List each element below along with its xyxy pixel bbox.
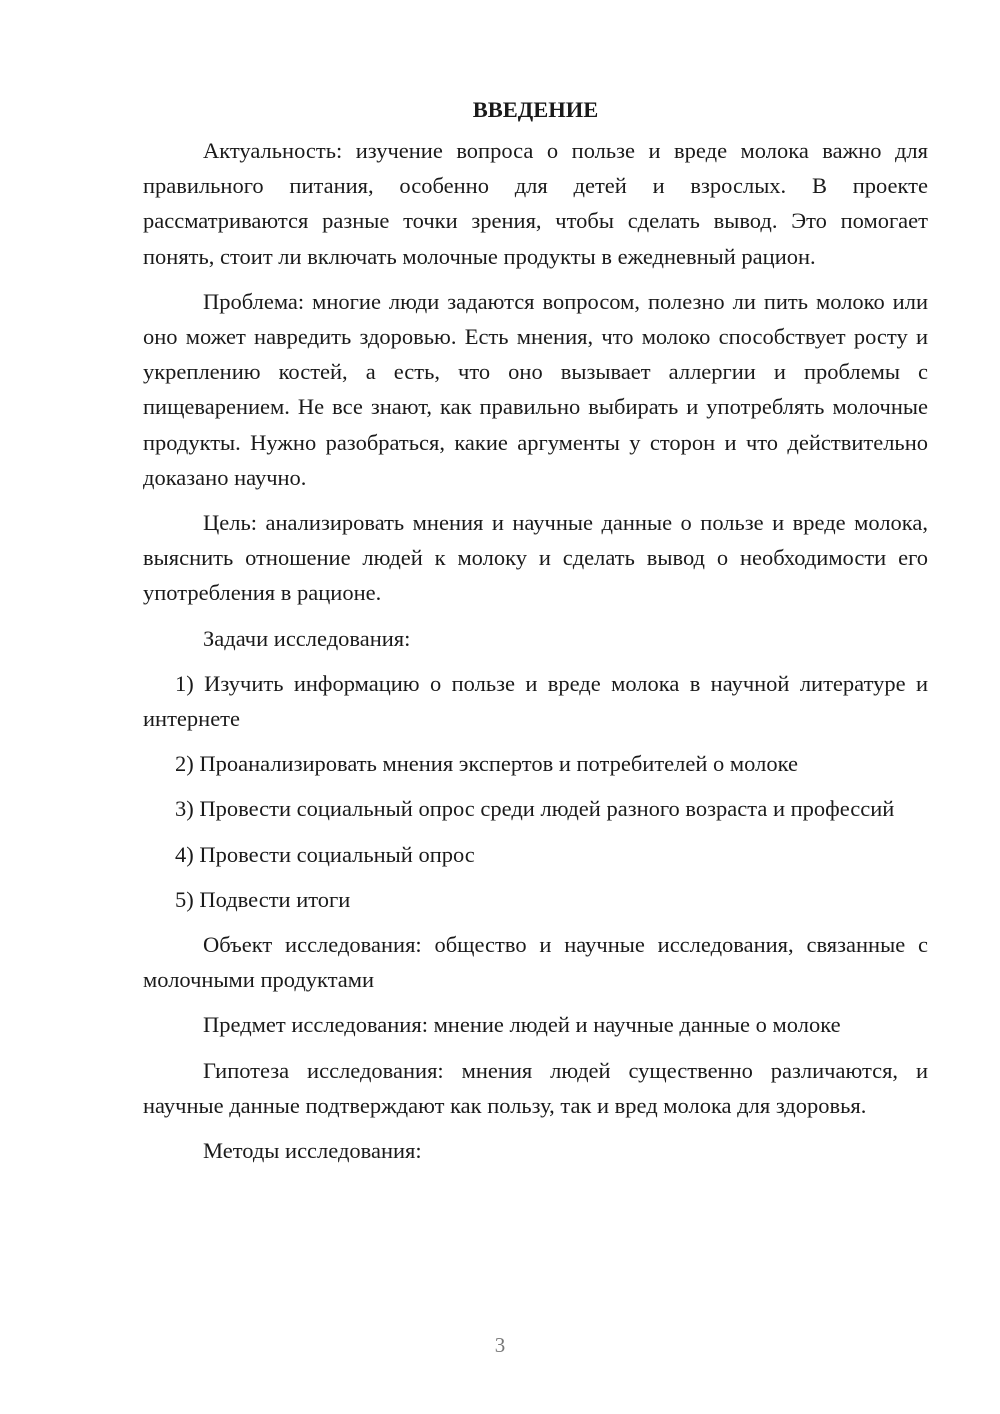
methods-heading: Методы исследования: xyxy=(203,1138,422,1164)
section-title: ВВЕДЕНИЕ xyxy=(472,97,599,122)
problem-paragraph: Проблема: многие люди задаются вопросом, полезно ли пить молоко или оно может навредить здоровью. Есть мнения, что молоко способствует росту и укреплению костей, а есть, что оно вызывает аллергии и проблемы с пищеварением. Не все знают, как правильно выбирать и употреблять молочные продукты. Нужно разобраться, какие аргументы у сторон и что действительно доказано научно. xyxy=(143,288,928,490)
document-page xyxy=(143,92,928,1178)
object-paragraph: Объект исследования: общество и научные исследования, связанные с молочными продуктами xyxy=(143,932,928,993)
tasks-heading: Задачи исследования: xyxy=(203,625,411,651)
subject-paragraph: Предмет исследования: мнение людей и научные данные о молоке xyxy=(203,1012,841,1038)
task-item: 2) Проанализировать мнения экспертов и потребителей о молоке xyxy=(175,751,798,777)
task-item: 5) Подвести итоги xyxy=(175,886,351,912)
task-item: 3) Провести социальный опрос среди людей разного возраста и профессий xyxy=(175,796,895,822)
page-number: 3 xyxy=(494,1333,506,1357)
task-item: 1) Изучить информацию о пользе и вреде молока в научной литературе и интернете xyxy=(143,670,928,732)
goal-paragraph: Цель: анализировать мнения и научные данные о пользе и вреде молока, выяснить отношение людей к молоку и сделать вывод о необходимости его употребления в рационе. xyxy=(143,510,928,606)
task-item: 4) Провести социальный опрос xyxy=(175,841,475,867)
relevance-paragraph: Актуальность: изучение вопроса о пользе и вреде молока важно для правильного питания, особенно для детей и взрослых. В проекте рассматриваются разные точки зрения, чтобы сделать вывод. Это помогает понять, стоит ли включать молочные продукты в ежедневный рацион. xyxy=(143,138,928,269)
hypothesis-paragraph: Гипотеза исследования: мнения людей существенно различаются, и научные данные подтверждают как пользу, так и вред молока для здоровья. xyxy=(143,1057,928,1118)
